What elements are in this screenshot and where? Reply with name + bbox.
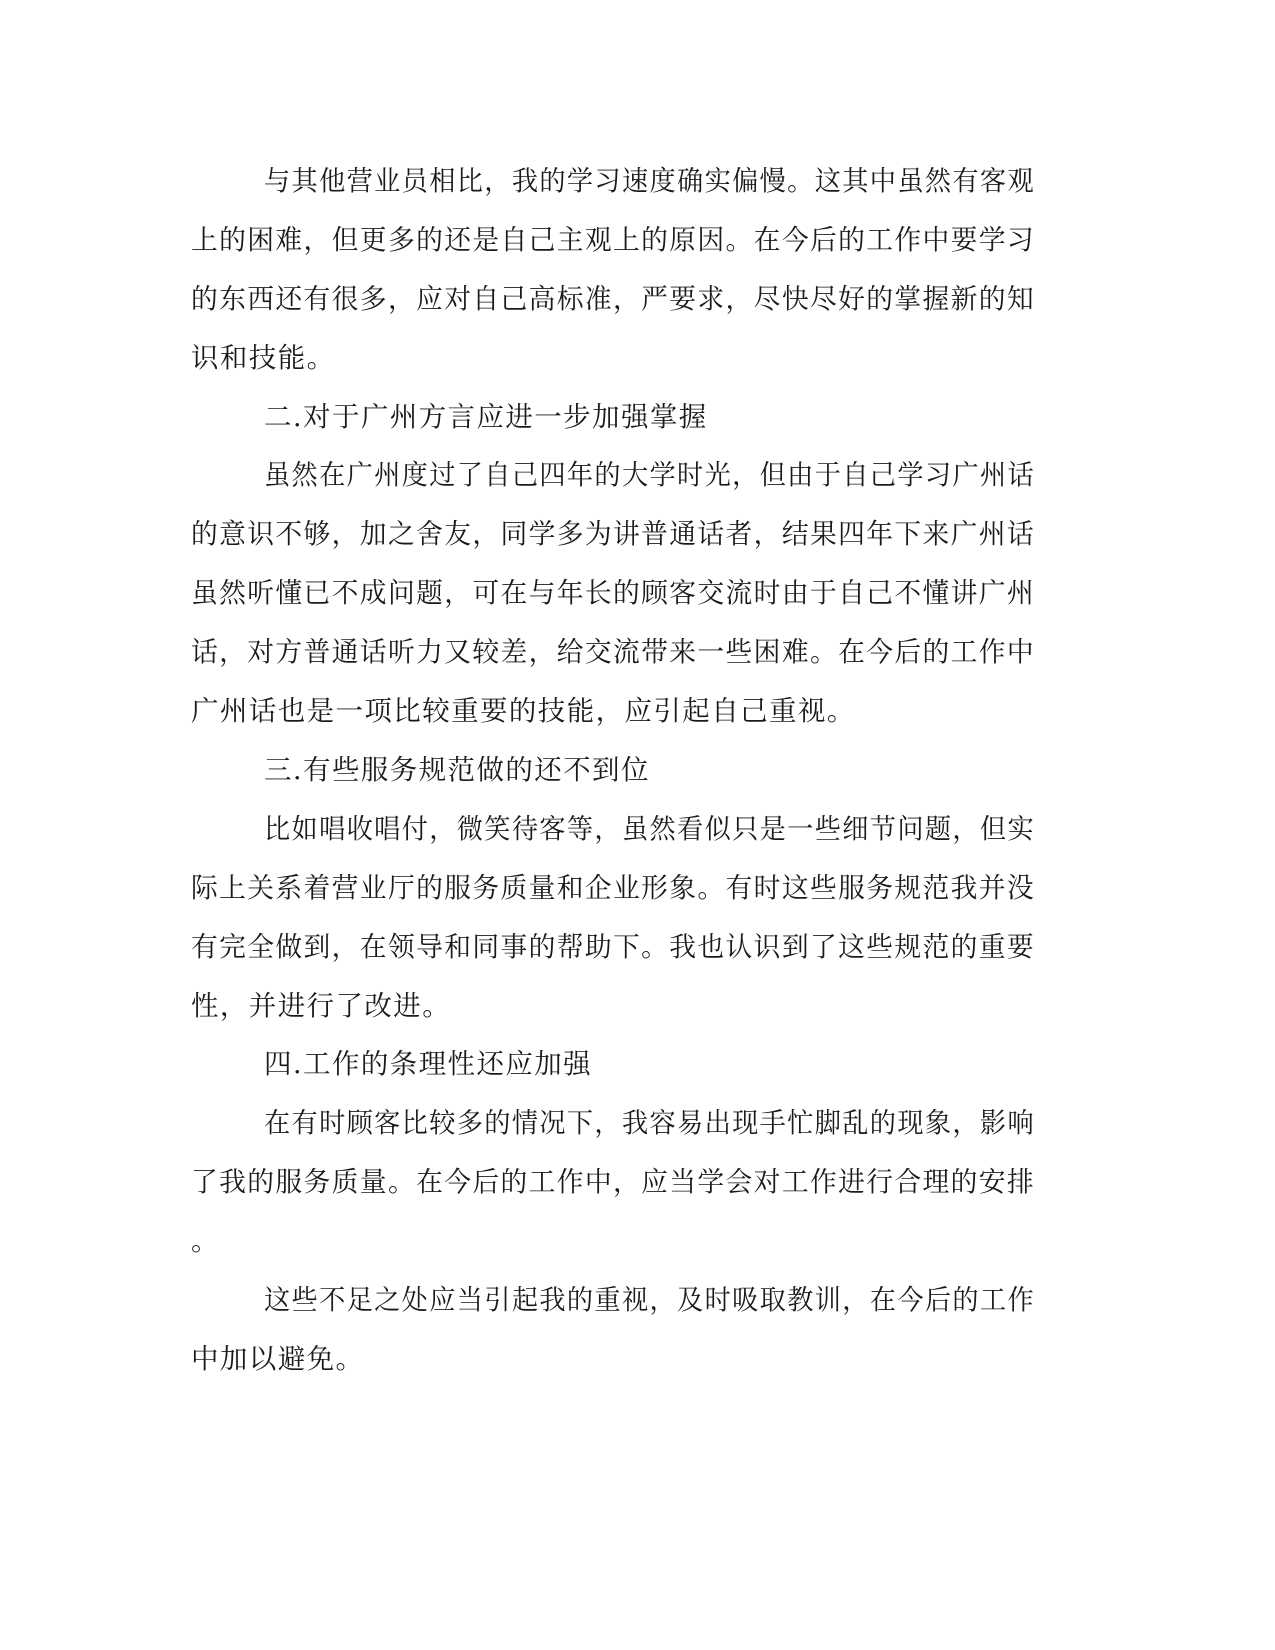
paragraph-line: 话，对方普通话听力又较差，给交流带来一些困难。在今后的工作中 [191, 636, 1036, 668]
section-heading: 三.有些服务规范做的还不到位 [264, 754, 650, 786]
section-heading: 二.对于广州方言应进一步加强掌握 [264, 401, 708, 433]
paragraph-line: 虽然在广州度过了自己四年的大学时光，但由于自己学习广州话 [264, 459, 1036, 491]
paragraph-line: 有完全做到，在领导和同事的帮助下。我也认识到了这些规范的重要 [191, 931, 1036, 963]
paragraph-line: 这些不足之处应当引起我的重视，及时吸取教训，在今后的工作 [264, 1284, 1036, 1316]
paragraph-line: 广州话也是一项比较重要的技能，应引起自己重视。 [191, 695, 856, 727]
paragraph-line: 。 [191, 1225, 220, 1257]
paragraph-line: 与其他营业员相比，我的学习速度确实偏慢。这其中虽然有客观 [264, 165, 1036, 197]
paragraph-line: 上的困难，但更多的还是自己主观上的原因。在今后的工作中要学习 [191, 224, 1036, 256]
paragraph-line: 的意识不够，加之舍友，同学多为讲普通话者，结果四年下来广州话 [191, 518, 1036, 550]
paragraph-line: 性，并进行了改进。 [191, 990, 452, 1022]
paragraph-line: 中加以避免。 [191, 1343, 365, 1375]
paragraph-line: 的东西还有很多，应对自己高标准，严要求，尽快尽好的掌握新的知 [191, 283, 1036, 315]
paragraph-line: 在有时顾客比较多的情况下，我容易出现手忙脚乱的现象，影响 [264, 1107, 1036, 1139]
paragraph-line: 际上关系着营业厅的服务质量和企业形象。有时这些服务规范我并没 [191, 872, 1036, 904]
paragraph-line: 比如唱收唱付，微笑待客等，虽然看似只是一些细节问题，但实 [264, 813, 1036, 845]
paragraph-line: 识和技能。 [191, 342, 336, 374]
paragraph-line: 虽然听懂已不成问题，可在与年长的顾客交流时由于自己不懂讲广州 [191, 577, 1036, 609]
paragraph-line: 了我的服务质量。在今后的工作中，应当学会对工作进行合理的安排 [191, 1166, 1036, 1198]
section-heading: 四.工作的条理性还应加强 [264, 1048, 593, 1080]
